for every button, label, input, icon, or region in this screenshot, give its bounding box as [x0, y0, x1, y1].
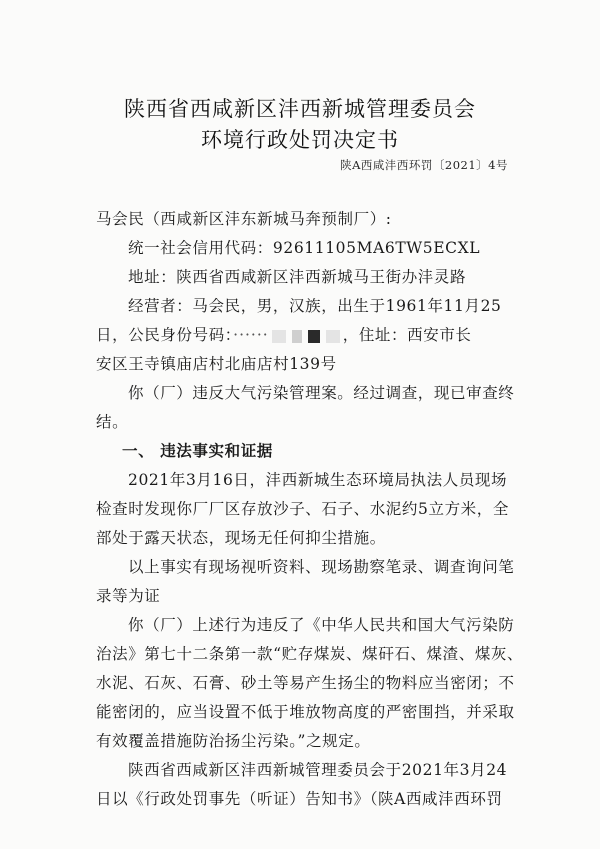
- residence-line: 安区王寺镇庙店村北庙店村139号: [96, 355, 337, 373]
- id-masked: ······: [233, 326, 269, 344]
- notice-line-2: 日以《行政处罚事先（听证）告知书》（陕A西咸沣西环罚: [96, 790, 503, 808]
- redaction-mark: [326, 330, 340, 343]
- law-line-4: 能密闭的，应当设置不低于堆放物高度的严密围挡，并采取: [96, 703, 515, 721]
- id-prefix: 日，公民身份号码：: [96, 326, 234, 344]
- law-line-2: 治法》第七十二条第一款“贮存煤炭、煤矸石、煤渣、煤灰、: [96, 645, 524, 663]
- redaction-mark: [272, 330, 286, 343]
- id-suffix: ，住址：西安市长: [342, 326, 472, 344]
- intro-line-1: 你（厂）违反大气污染管理案。经过调查，现已审查终: [128, 384, 515, 402]
- redaction-mark: [308, 330, 320, 343]
- title-line-2: 环境行政处罚决定书: [201, 128, 399, 152]
- facts-line-1: 2021年3月16日，沣西新城生态环境局执法人员现场: [128, 471, 508, 489]
- intro-line-2: 结。: [96, 413, 129, 431]
- title-line-1: 陕西省西咸新区沣西新城管理委员会: [124, 97, 476, 121]
- evidence-line-2: 录等为证: [96, 587, 161, 605]
- section-heading: 一、 违法事实和证据: [122, 442, 273, 460]
- document-number: 陕A西咸沣西环罚〔2021〕4号: [340, 158, 508, 172]
- law-line-5: 有效覆盖措施防治扬尘污染。”之规定。: [96, 732, 371, 750]
- credit-code: 统一社会信用代码：92611105MA6TW5ECXL: [128, 239, 481, 257]
- operator-info: 经营者：马会民，男，汉族，出生于1961年11月25: [128, 297, 502, 315]
- redaction-mark: [292, 330, 302, 343]
- id-line: [96, 323, 472, 345]
- law-line-3: 水泥、石灰、石膏、砂土等易产生扬尘的物料应当密闭；不: [96, 674, 515, 692]
- facts-line-2: 检查时发现你厂厂区存放沙子、石子、水泥约5立方米，全: [96, 500, 509, 518]
- evidence-line-1: 以上事实有现场视听资料、现场勘察笔录、调查询问笔: [128, 558, 515, 576]
- notice-line-1: 陕西省西咸新区沣西新城管理委员会于2021年3月24: [128, 761, 508, 779]
- facts-line-3: 部处于露天状态，现场无任何抑尘措施。: [96, 529, 386, 547]
- law-line-1: 你（厂）上述行为违反了《中华人民共和国大气污染防: [128, 616, 515, 634]
- party-address: 地址：陕西省西咸新区沣西新城马王街办沣灵路: [128, 268, 467, 286]
- party-name: 马会民（西咸新区沣东新城马奔预制厂）:: [96, 210, 392, 228]
